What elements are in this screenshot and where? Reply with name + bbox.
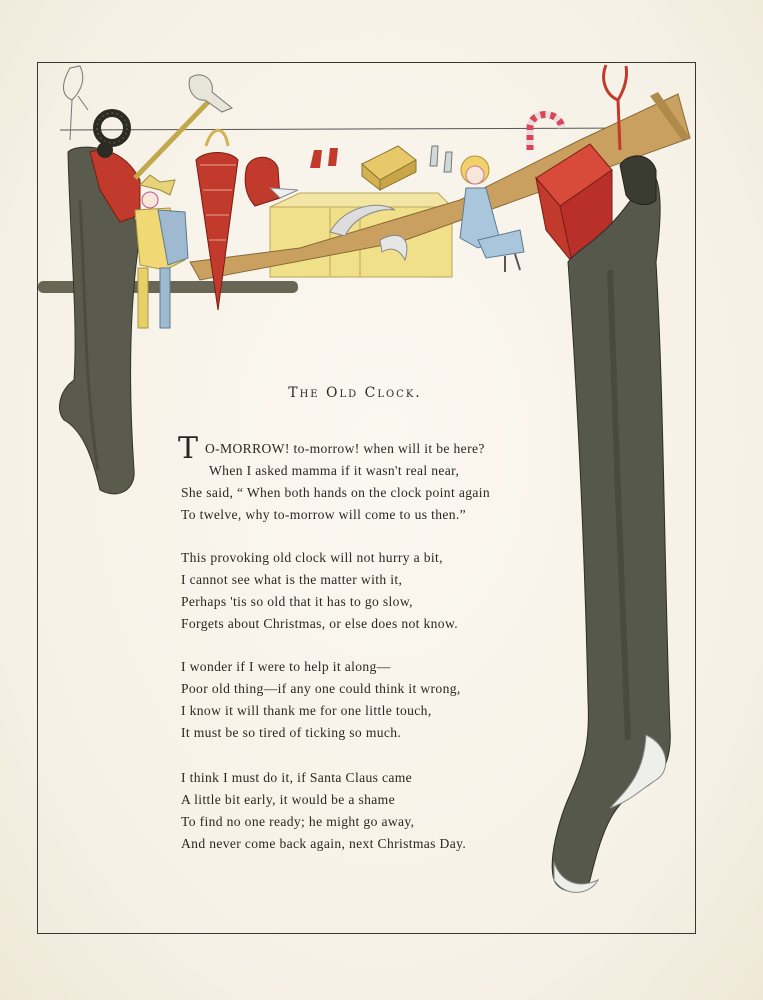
candy-cane-icon [530, 115, 562, 151]
poem-line: I wonder if I were to help it along— [181, 659, 391, 674]
stanza-4 [181, 767, 541, 855]
wreath-icon [97, 113, 127, 143]
poem-line: I cannot see what is the matter with it, [181, 572, 403, 587]
poem-line: Perhaps 'tis so old that it has to go slow, [181, 594, 413, 609]
stanza-1 [178, 431, 541, 526]
poem-line: This provoking old clock will not hurry a bit, [181, 550, 443, 565]
parcel-icon [362, 146, 416, 190]
poem-line: Poor old thing—if any one could think it wrong, [181, 681, 461, 696]
poem-line: I know it will thank me for one little touch, [181, 703, 432, 718]
poem-line: She said, “ When both hands on the clock point again [181, 485, 491, 500]
poem-line: I think I must do it, if Santa Claus came [181, 770, 413, 785]
stanza-2 [181, 547, 541, 635]
poem-line: To find no one ready; he might go away, [181, 814, 415, 829]
clothesline-string [60, 128, 640, 130]
poem-line: To twelve, why to-morrow will come to us then.” [181, 507, 467, 522]
mittens-icon [310, 148, 338, 168]
jester-doll-icon [135, 175, 188, 328]
poem-title: The Old Clock. [288, 385, 422, 401]
stocking-icon [552, 170, 670, 892]
poem-line: Forgets about Christmas, or else does not know. [181, 616, 458, 631]
poem-line: When I asked mamma if it wasn't real near, [209, 463, 460, 478]
poem-line: And never come back again, next Christmas Day. [181, 836, 467, 851]
stocking-loop-icon [620, 156, 656, 205]
poem-line: O-MORROW! to-morrow! when will it be here? [205, 441, 485, 456]
ribbon-bow-icon [64, 66, 89, 140]
stanza-3 [181, 656, 541, 744]
poem-line: A little bit early, it would be a shame [181, 792, 395, 807]
drop-cap: T [178, 431, 199, 466]
poem-line: It must be so tired of ticking so much. [181, 725, 402, 740]
small-socks-icon [430, 146, 452, 172]
